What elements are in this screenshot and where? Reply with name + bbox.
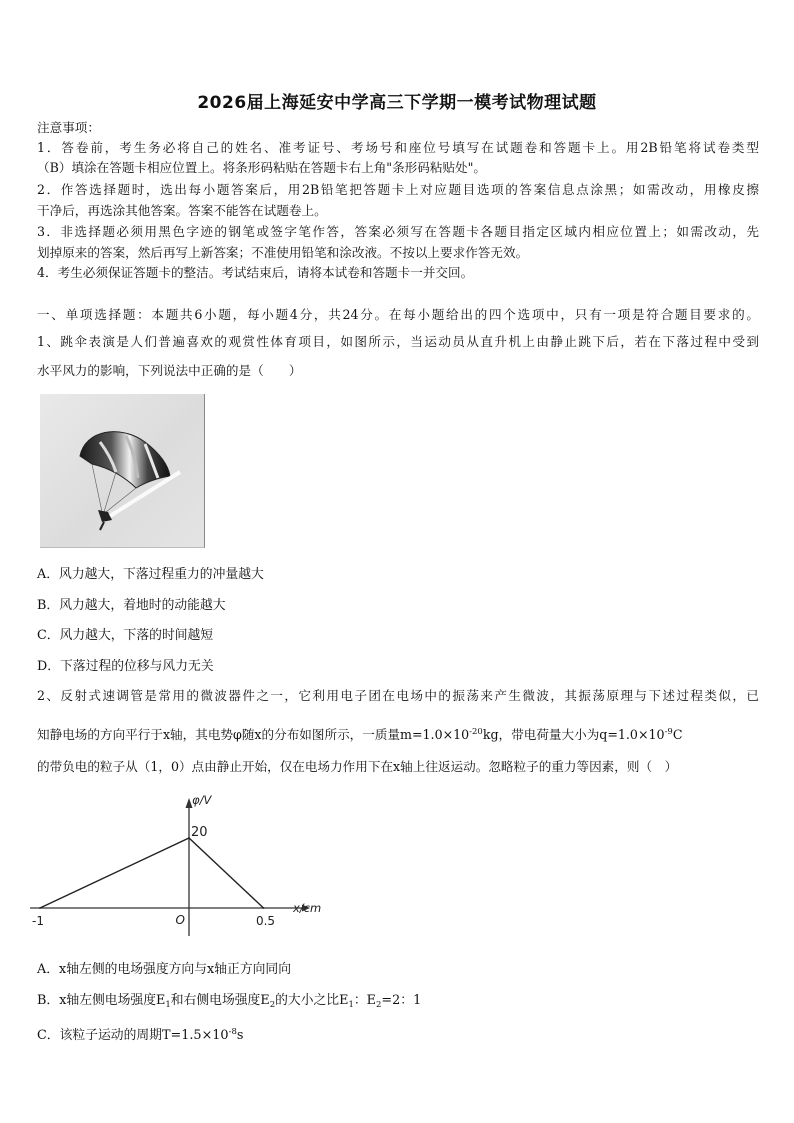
q2-option-b-part4: ：E	[353, 993, 376, 1008]
potential-point	[188, 837, 190, 839]
q2-option-a: A．x轴左侧的电场强度方向与x轴正方向同向	[37, 962, 292, 977]
notice-item-3b: 划掉原来的答案，然后再写上新答案；不准使用铅笔和涂改液。不按以上要求作答无效。	[37, 245, 529, 260]
q2-stem-part1: 知静电场的方向平行于x轴，其电势φ随x的分布如图所示，一质量m=1.0×10	[37, 727, 470, 742]
q2-option-b-part3: 的大小之比E	[275, 993, 349, 1008]
q2-stem-part3: C	[672, 727, 683, 742]
subscript-4: 2	[376, 1000, 382, 1010]
q2-option-c	[37, 1024, 243, 1043]
x-axis-label: x/cm	[293, 901, 322, 915]
mass-exponent: -20	[469, 727, 483, 737]
q2-stem-part2: kg，带电荷量大小为q=1.0×10	[482, 727, 665, 742]
q2-option-c-part1: C．该粒子运动的周期T=1.5×10	[37, 1028, 229, 1043]
y-axis-label: φ/V	[192, 793, 212, 807]
notice-item-2b: 干净后，再选涂其他答案。答案不能答在试题卷上。	[37, 203, 327, 218]
potential-point	[39, 907, 41, 909]
q1-stem-line2: 水平风力的影响，下列说法中正确的是（ ）	[37, 363, 302, 378]
subscript-1: 1	[165, 1000, 171, 1010]
notice-heading: 注意事项：	[37, 120, 100, 135]
right-tick-label: 0.5	[255, 914, 276, 928]
q2-option-b-part2: 和右侧电场强度E	[170, 993, 270, 1008]
q1-option-a: A．风力越大，下落过程重力的冲量越大	[37, 567, 264, 582]
potential-graph	[30, 788, 340, 943]
q2-stem-line1: 2、反射式速调管是常用的微波器件之一，它利用电子团在电场中的振荡来产生微波，其振荡原理与下述过程类似，已	[37, 688, 759, 703]
q1-option-b: B．风力越大，着地时的动能越大	[37, 598, 226, 613]
origin-label: O	[175, 913, 185, 927]
q2-option-b-part1: B．x轴左侧电场强度E	[37, 993, 166, 1008]
left-tick-label: -1	[32, 914, 44, 928]
parachute-photo	[40, 394, 205, 548]
potential-point	[263, 907, 265, 909]
potential-line	[40, 838, 264, 908]
notice-item-1a: 1．答卷前，考生务必将自己的姓名、准考证号、考场号和座位号填写在试题卷和答题卡上。用2B铅笔将试卷类型	[37, 140, 759, 155]
section-heading: 一、单项选择题：本题共6小题，每小题4分，共24分。在每小题给出的四个选项中，只有一项是符合题目要求的。	[37, 307, 759, 322]
q2-option-c-part2: s	[236, 1028, 244, 1043]
charge-exponent: -9	[664, 727, 673, 737]
q1-option-d: D．下落过程的位移与风力无关	[37, 659, 214, 674]
q2-option-b-part5: =2：1	[381, 993, 422, 1008]
q2-stem-line2	[37, 723, 759, 744]
q2-option-b	[37, 989, 421, 1010]
notice-item-2a: 2．作答选择题时，选出每小题答案后，用2B铅笔把答题卡上对应题目选项的答案信息点涂黑；如需改动，用橡皮擦	[37, 182, 759, 197]
potential-graph-svg	[30, 788, 340, 943]
notice-item-1b: （B）填涂在答题卡相应位置上。将条形码粘贴在答题卡右上角"条形码粘贴处"。	[37, 160, 487, 175]
notice-item-4: 4．考生必须保证答题卡的整洁。考试结束后，请将本试卷和答题卡一并交回。	[37, 265, 474, 280]
peak-tick-label: 20	[191, 825, 208, 840]
subscript-2: 2	[269, 1000, 276, 1010]
notice-item-3a: 3．非选择题必须用黑色字迹的钢笔或签字笔作答，答案必须写在答题卡各题目指定区域内相应位置上；如需改动，先	[37, 224, 759, 239]
subscript-3: 1	[348, 1000, 354, 1010]
q2-stem-line3: 的带负电的粒子从（1，0）点由静止开始，仅在电场力作用下在x轴上往返运动。忽略粒子的重力等因素，则（ ）	[37, 759, 678, 774]
graph-marks	[39, 837, 264, 909]
q1-stem-line1: 1、跳伞表演是人们普遍喜欢的观赏性体育项目，如图所示，当运动员从直升机上由静止跳下后，若在下落过程中受到	[37, 334, 759, 349]
q1-option-c: C．风力越大，下落的时间越短	[37, 628, 214, 643]
page-title: 2026届上海延安中学高三下学期一模考试物理试题	[197, 93, 597, 113]
parachute-image	[40, 394, 204, 547]
period-exponent: -8	[228, 1027, 237, 1037]
